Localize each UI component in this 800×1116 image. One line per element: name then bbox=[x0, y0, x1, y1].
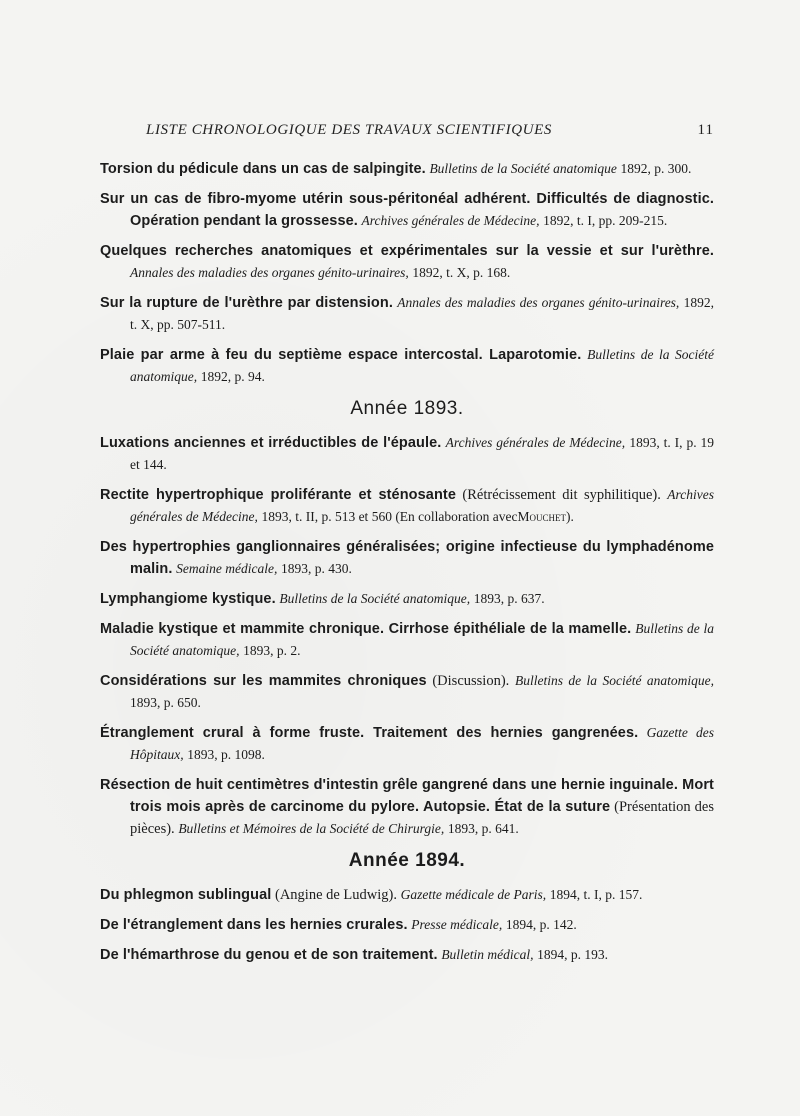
bibliography-entry bbox=[100, 536, 714, 580]
bibliography-entry bbox=[100, 188, 714, 232]
bibliography-entry bbox=[100, 670, 714, 714]
entry-title: Des hypertrophies ganglionnaires généralisées; origine infectieuse du lymphadénome malin. bbox=[100, 539, 714, 577]
entry-source: Annales des maladies des organes génito-urinaires, bbox=[397, 295, 680, 310]
bibliography-entry bbox=[100, 240, 714, 284]
entry-title: Quelques recherches anatomiques et expérimentales sur la vessie et sur l'urèthre. bbox=[100, 243, 714, 259]
page-number: 11 bbox=[697, 122, 714, 138]
entry-title: De l'hémarthrose du genou et de son traitement. bbox=[100, 947, 438, 963]
entry-note: (Rétrécissement dit syphilitique). bbox=[462, 487, 661, 503]
entry-source: Gazette des Hôpitaux, bbox=[130, 725, 715, 762]
entry-source: Bulletins et Mémoires de la Société de Chirurgie, bbox=[178, 821, 445, 836]
header-title: LISTE CHRONOLOGIQUE DES TRAVAUX SCIENTIFIQUES bbox=[146, 122, 552, 138]
running-header bbox=[100, 122, 714, 144]
entry-source: Semaine médicale, bbox=[176, 561, 278, 576]
year-heading-1894: Année 1894. bbox=[348, 850, 466, 871]
entry-source: Archives générales de Médecine, bbox=[130, 487, 715, 524]
entry-title: Considérations sur les mammites chroniques bbox=[100, 673, 427, 689]
year-heading-1893: Année 1893. bbox=[350, 398, 464, 419]
entry-ref: 1894, p. 142. bbox=[505, 917, 577, 932]
entry-note: (Présentation des pièces). bbox=[130, 799, 714, 837]
entry-source: Bulletins de la Société anatomique, bbox=[279, 591, 471, 606]
bibliography-entry bbox=[100, 292, 714, 336]
bibliography-entry bbox=[100, 914, 714, 936]
entry-ref: 1893, p. 430. bbox=[280, 561, 352, 576]
entry-ref: 1893, p. 1098. bbox=[187, 747, 265, 762]
entry-ref: 1894, t. I, p. 157. bbox=[549, 887, 643, 902]
entry-ref: 1893, t. I, p. 19 et 144. bbox=[130, 435, 714, 472]
entry-title: Rectite hypertrophique proliférante et sténosante bbox=[100, 487, 457, 503]
entry-title: Plaie par arme à feu du septième espace intercostal. Laparotomie. bbox=[100, 347, 582, 363]
entry-note: (Discussion). bbox=[432, 673, 510, 689]
entry-source: Archives générales de Médecine, bbox=[361, 213, 540, 228]
entry-source: Gazette médicale de Paris, bbox=[400, 887, 547, 902]
entry-note: (Angine de Ludwig). bbox=[274, 887, 397, 903]
entry-ref: 1893, t. II, p. 513 et 560 (En collaboration avec bbox=[261, 509, 518, 524]
bibliography-entry bbox=[100, 618, 714, 662]
entry-ref: 1893, p. 2. bbox=[243, 643, 301, 658]
bibliography-entry bbox=[100, 944, 714, 966]
entry-coauthor: Mouchet bbox=[517, 509, 567, 524]
entry-title: Maladie kystique et mammite chronique. Cirrhose épithéliale de la mamelle. bbox=[100, 621, 632, 637]
bibliography-entry bbox=[100, 774, 714, 840]
entry-source: Presse médicale, bbox=[411, 917, 503, 932]
entry-source: Annales des maladies des organes génito-urinaires, bbox=[130, 265, 409, 280]
entry-ref: 1892, p. 94. bbox=[200, 369, 265, 384]
bibliography-entry bbox=[100, 484, 714, 528]
entry-source: Bulletins de la Société anatomique, bbox=[514, 673, 715, 688]
entry-title: Du phlegmon sublingual bbox=[100, 887, 272, 903]
entry-ref: 1892, t. X, pp. 507-511. bbox=[130, 295, 714, 332]
entry-title: Résection de huit centimètres d'intestin grêle gangrené dans une hernie inguinale. Mort trois mois après de carcinome du pylore. Autopsie. État de la suture bbox=[100, 777, 714, 815]
entry-title: Lymphangiome kystique. bbox=[100, 591, 276, 607]
entry-title: Sur la rupture de l'urèthre par distension. bbox=[100, 295, 393, 311]
entry-title: Torsion du pédicule dans un cas de salpingite. bbox=[100, 161, 426, 177]
entry-source: Bulletin médical, bbox=[441, 947, 534, 962]
entry-title: Étranglement crural à forme fruste. Traitement des hernies gangrenées. bbox=[100, 725, 639, 741]
entry-ref: 1892, t. X, p. 168. bbox=[412, 265, 511, 280]
entry-ref: 1893, p. 650. bbox=[130, 695, 201, 710]
entry-title: Sur un cas de fibro-myome utérin sous-péritonéal adhérent. Difficultés de diagnostic. Opération pendant la grossesse. bbox=[100, 191, 714, 229]
bibliography-entry bbox=[100, 884, 714, 906]
entry-ref: 1894, p. 193. bbox=[537, 947, 609, 962]
entry-source: Archives générales de Médecine, bbox=[445, 435, 626, 450]
entry-ref: 1892, p. 300. bbox=[620, 161, 692, 176]
entry-source: Bulletins de la Société anatomique bbox=[429, 161, 617, 176]
bibliography-list bbox=[100, 158, 714, 974]
entry-ref-tail: ). bbox=[566, 509, 574, 524]
bibliography-entry bbox=[100, 158, 714, 180]
entry-source: Bulletins de la Société anatomique, bbox=[130, 621, 715, 658]
entry-ref: 1893, p. 641. bbox=[447, 821, 519, 836]
entry-source: Bulletins de la Société anatomique, bbox=[130, 347, 715, 384]
entry-ref: 1892, t. I, pp. 209-215. bbox=[543, 213, 668, 228]
bibliography-entry bbox=[100, 432, 714, 476]
entry-title: De l'étranglement dans les hernies crurales. bbox=[100, 917, 408, 933]
bibliography-entry bbox=[100, 344, 714, 388]
bibliography-entry bbox=[100, 588, 714, 610]
entry-title: Luxations anciennes et irréductibles de l'épaule. bbox=[100, 435, 442, 451]
entry-ref: 1893, p. 637. bbox=[473, 591, 545, 606]
bibliography-entry bbox=[100, 722, 714, 766]
